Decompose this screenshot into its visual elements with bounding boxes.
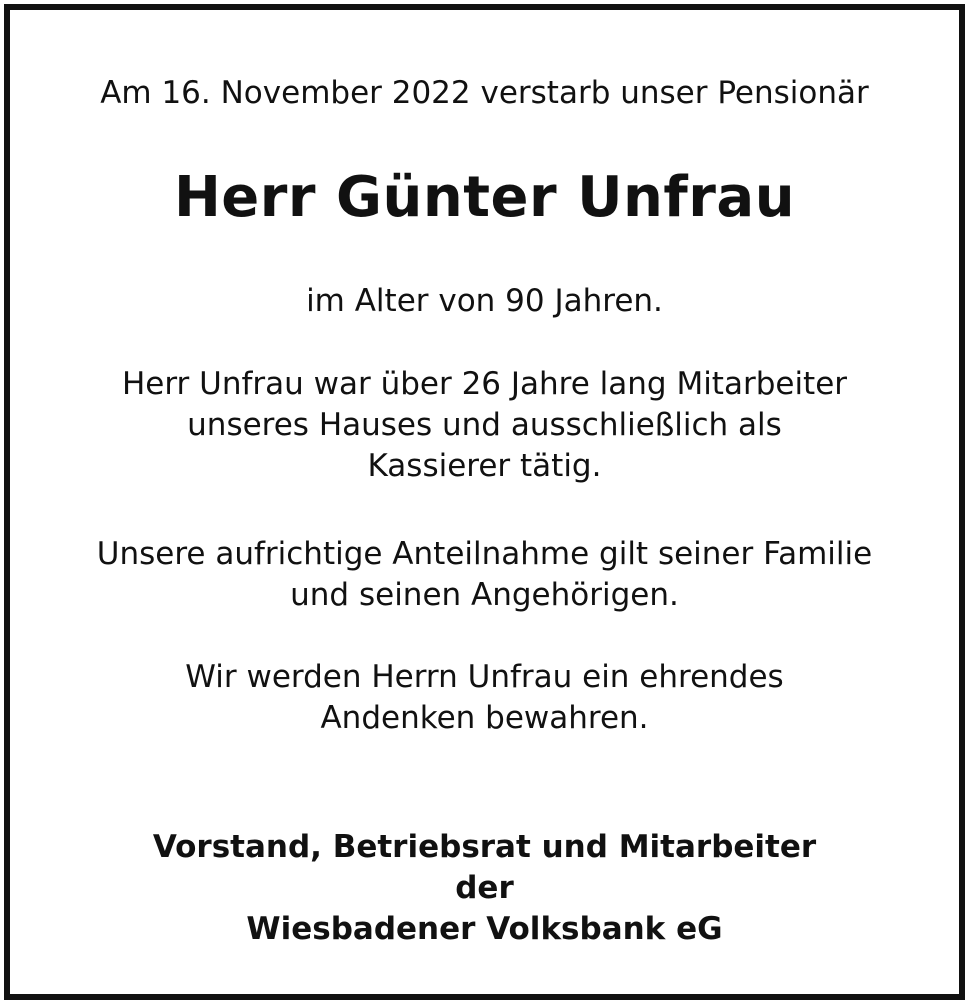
signature-line-1: Vorstand, Betriebsrat und Mitarbeiter (152, 829, 817, 865)
signature-line-3: Wiesbadener Volksbank eG (246, 911, 723, 947)
career-line-3: Kassierer tätig. (367, 448, 602, 484)
signature-line-2: der (455, 870, 514, 906)
condolence-line-2: und seinen Angehörigen. (290, 577, 679, 613)
memory-line-2: Andenken bewahren. (320, 700, 649, 736)
career-line-2: unseres Hauses und ausschließlich als (187, 407, 782, 443)
obituary-notice (4, 4, 965, 1000)
career-line-1: Herr Unfrau war über 26 Jahre lang Mitarbeiter (121, 366, 848, 402)
age-line: im Alter von 90 Jahren. (306, 283, 663, 319)
intro-line: Am 16. November 2022 verstarb unser Pensionär (100, 75, 869, 111)
deceased-name: Herr Günter Unfrau (173, 165, 796, 230)
condolence-line-1: Unsere aufrichtige Anteilnahme gilt seiner Familie (96, 536, 873, 572)
memory-line-1: Wir werden Herrn Unfrau ein ehrendes (185, 659, 784, 695)
